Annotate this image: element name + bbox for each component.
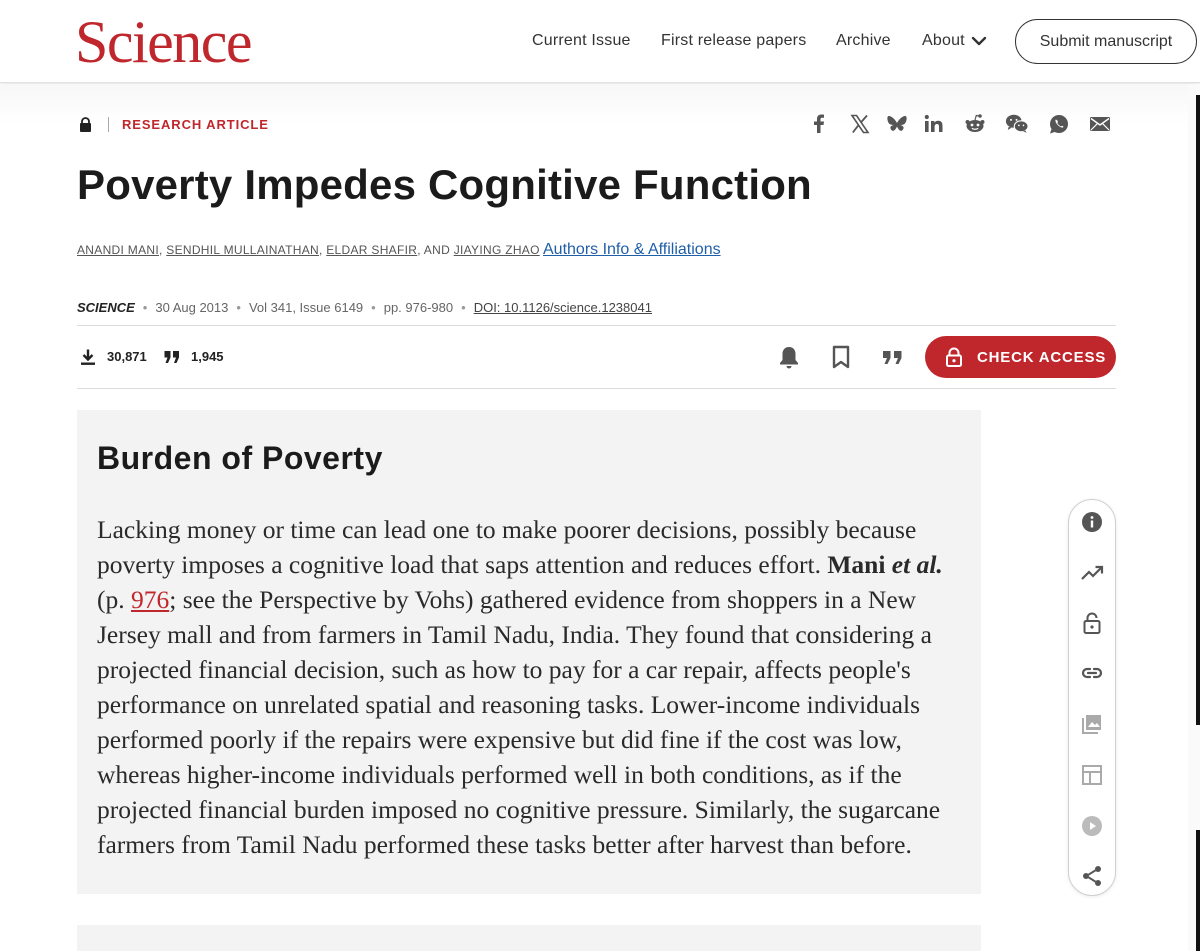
nav-first-release[interactable]: First release papers	[661, 32, 807, 49]
next-section-box	[77, 925, 981, 951]
figures-icon[interactable]	[1080, 712, 1104, 736]
nav-archive[interactable]: Archive	[836, 32, 891, 49]
share-icon[interactable]	[1080, 864, 1104, 888]
page-reference-link[interactable]: 976	[131, 585, 170, 614]
bookmark-icon[interactable]	[828, 344, 854, 370]
bluesky-icon[interactable]	[885, 112, 909, 136]
divider	[77, 325, 1116, 326]
facebook-icon[interactable]	[807, 112, 831, 136]
volume-issue[interactable]: Vol 341, Issue 6149	[248, 300, 364, 315]
quote-icon	[163, 348, 181, 366]
x-icon[interactable]	[848, 112, 872, 136]
meta-divider	[108, 117, 109, 132]
citation-line: SCIENCE • 30 Aug 2013 • Vol 341, Issue 6149 • pp. 976-980 • DOI: 10.1126/science.1238041	[77, 300, 652, 315]
article-title: Poverty Impedes Cognitive Function	[77, 161, 812, 208]
whatsapp-icon[interactable]	[1047, 112, 1071, 136]
summary-text: Lacking money or time can lead one to make poorer decisions, possibly because poverty imposes a cognitive load that saps attention and reduces effort. Mani et al. (p. 976; see the Perspective by Vohs) gathered evidence from shoppers in a New Jersey mall and from farmers in Tamil Nadu, India. They found that considering a projected financial decision, such as how to pay for a car repair, affects people's performance on unrelated spatial and reasoning tasks. Lower-income individuals performed poorly if the repairs were expensive but did fine if the cost was low, whereas higher-income individuals performed well in both conditions, as if the projected financial burden imposed no cognitive pressure. Similarly, the sugarcane farmers from Tamil Nadu performed these tasks better after harvest than before.	[97, 515, 943, 859]
divider	[77, 388, 1116, 389]
article-type-label[interactable]: RESEARCH ARTICLE	[122, 117, 269, 132]
bell-icon[interactable]	[776, 344, 802, 370]
tables-icon[interactable]	[1080, 763, 1104, 787]
nav-current-issue[interactable]: Current Issue	[532, 32, 631, 49]
summary-heading: Burden of Poverty	[97, 440, 383, 476]
journal-name[interactable]: SCIENCE	[77, 300, 135, 315]
author-link[interactable]: ANANDI MANI	[77, 243, 159, 257]
check-access-label: CHECK ACCESS	[977, 348, 1107, 366]
publication-date: 30 Aug 2013	[155, 300, 229, 315]
wechat-icon[interactable]	[1005, 112, 1029, 136]
editors-summary	[77, 410, 981, 894]
link-icon[interactable]	[1080, 661, 1104, 685]
author-link[interactable]: SENDHIL MULLAINATHAN	[166, 243, 319, 257]
download-icon	[79, 348, 97, 366]
linkedin-icon[interactable]	[922, 112, 946, 136]
site-header	[0, 0, 1200, 83]
author-link[interactable]: JIAYING ZHAO	[453, 243, 540, 257]
cite-icon[interactable]	[880, 344, 906, 370]
info-icon[interactable]	[1080, 510, 1104, 534]
citation-count: 1,945	[191, 349, 224, 364]
chevron-down-icon[interactable]	[970, 32, 988, 50]
authors-info-link[interactable]: Authors Info & Affiliations	[543, 241, 721, 258]
lock-icon	[945, 347, 963, 367]
nav-about[interactable]: About	[922, 32, 965, 49]
scrollbar-thumb-lower	[1196, 830, 1200, 951]
science-logo[interactable]: Science	[75, 9, 252, 75]
doi-link[interactable]: DOI: 10.1126/science.1238041	[473, 300, 652, 315]
submit-manuscript-button[interactable]: Submit manuscript	[1015, 19, 1197, 64]
email-icon[interactable]	[1088, 112, 1112, 136]
page-range: pp. 976-980	[383, 300, 454, 315]
author-link[interactable]: ELDAR SHAFIR	[326, 243, 418, 257]
download-count: 30,871	[107, 349, 147, 364]
scrollbar-thumb[interactable]	[1196, 95, 1200, 725]
reddit-icon[interactable]	[963, 112, 987, 136]
author-list: ANANDI MANI, SENDHIL MULLAINATHAN, ELDAR SHAFIR, AND JIAYING ZHAO	[77, 243, 540, 257]
media-icon[interactable]	[1080, 814, 1104, 838]
lock-icon	[79, 117, 92, 132]
check-access-button[interactable]	[925, 336, 1116, 378]
unlock-icon[interactable]	[1080, 611, 1104, 635]
trending-icon[interactable]	[1080, 561, 1104, 585]
